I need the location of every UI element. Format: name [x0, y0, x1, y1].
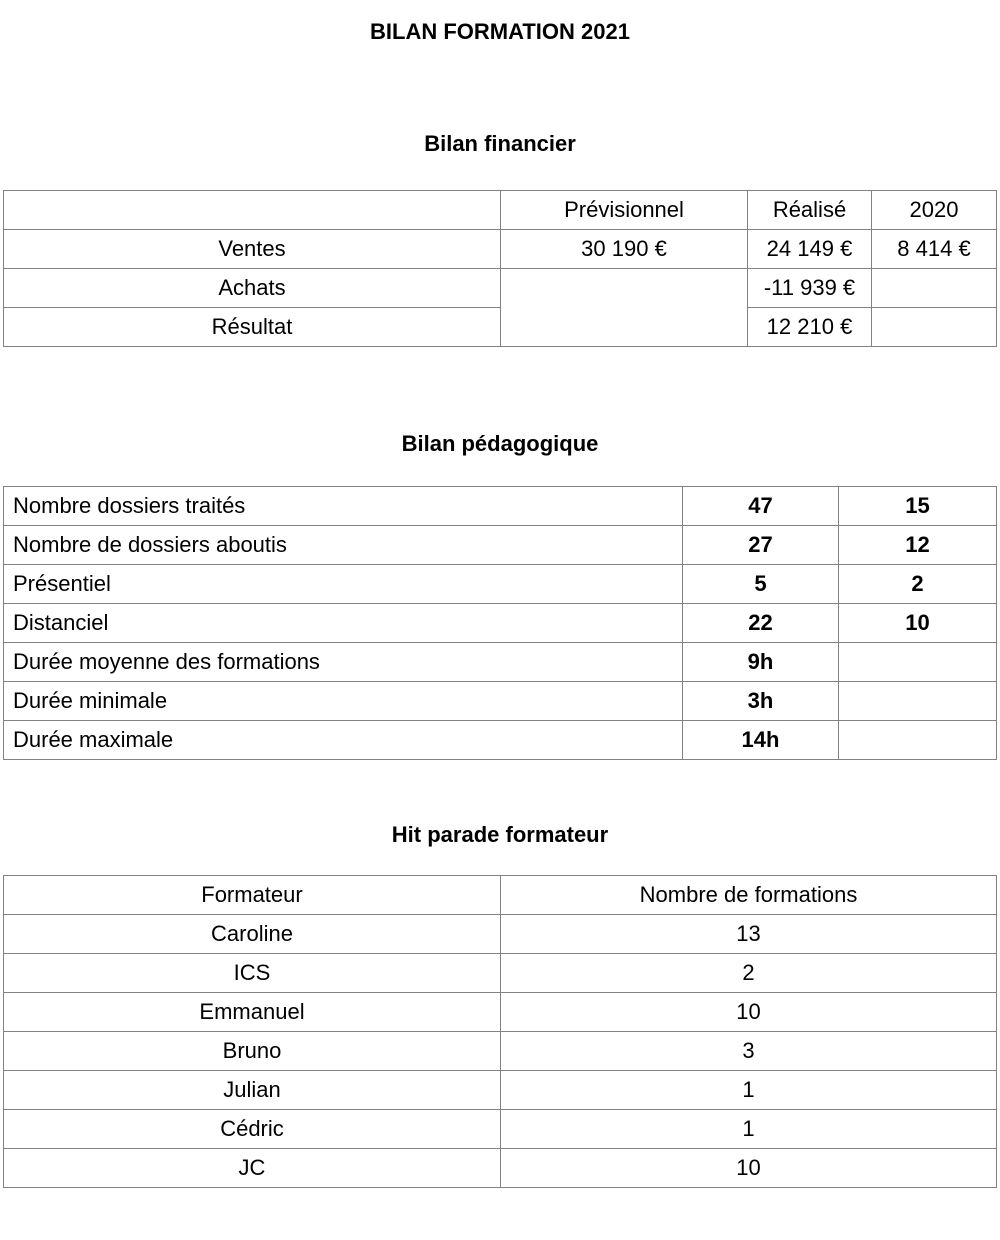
table-row [4, 487, 997, 526]
cell-formateur: Caroline [4, 915, 501, 954]
financial-row-resultat [4, 308, 997, 347]
hit-parade-section-heading: Hit parade formateur [391, 822, 609, 847]
cell-value-2020 [839, 682, 997, 721]
pedagogical-table [3, 486, 997, 760]
cell-nombre: 1 [501, 1110, 997, 1149]
financial-section-heading: Bilan financier [424, 131, 576, 156]
financial-row-achats [4, 269, 997, 308]
pedagogical-section-heading: Bilan pédagogique [401, 431, 599, 456]
cell-formateur: Cédric [4, 1110, 501, 1149]
financial-header-previsionnel: Prévisionnel [501, 191, 748, 230]
cell-value: 22 [683, 604, 839, 643]
cell-2020 [872, 308, 997, 347]
financial-header-realise: Réalisé [748, 191, 872, 230]
cell-value: 9h [683, 643, 839, 682]
table-row [4, 526, 997, 565]
cell-2020 [872, 269, 997, 308]
cell-value-2020: 2 [839, 565, 997, 604]
row-label: Distanciel [4, 604, 683, 643]
cell-nombre: 3 [501, 1032, 997, 1071]
financial-header-row [4, 191, 997, 230]
financial-header-2020: 2020 [872, 191, 997, 230]
table-row [4, 915, 997, 954]
cell-previsionnel-merged [501, 269, 748, 347]
row-label: Achats [4, 269, 501, 308]
cell-value-2020 [839, 721, 997, 760]
cell-value: 47 [683, 487, 839, 526]
cell-nombre: 1 [501, 1071, 997, 1110]
row-label: Durée moyenne des formations [4, 643, 683, 682]
cell-value-2020: 10 [839, 604, 997, 643]
table-row [4, 721, 997, 760]
cell-formateur: ICS [4, 954, 501, 993]
cell-value-2020: 12 [839, 526, 997, 565]
table-row [4, 682, 997, 721]
table-row [4, 1110, 997, 1149]
cell-value: 3h [683, 682, 839, 721]
row-label: Nombre de dossiers aboutis [4, 526, 683, 565]
table-row [4, 643, 997, 682]
document-title: BILAN FORMATION 2021 [370, 19, 630, 44]
cell-value: 14h [683, 721, 839, 760]
header-nombre-formations: Nombre de formations [501, 876, 997, 915]
financial-row-ventes [4, 230, 997, 269]
table-row [4, 565, 997, 604]
cell-nombre: 10 [501, 993, 997, 1032]
cell-value: 5 [683, 565, 839, 604]
row-label: Ventes [4, 230, 501, 269]
cell-nombre: 10 [501, 1149, 997, 1188]
financial-table [3, 190, 997, 347]
cell-value-2020: 15 [839, 487, 997, 526]
cell-value: 27 [683, 526, 839, 565]
table-row [4, 1149, 997, 1188]
header-formateur: Formateur [4, 876, 501, 915]
cell-previsionnel: 30 190 € [501, 230, 748, 269]
table-row [4, 604, 997, 643]
row-label: Nombre dossiers traités [4, 487, 683, 526]
financial-header-empty-cell [4, 191, 501, 230]
row-label: Résultat [4, 308, 501, 347]
hit-parade-header-row [4, 876, 997, 915]
table-row [4, 993, 997, 1032]
cell-realise: 12 210 € [748, 308, 872, 347]
hit-parade-table [3, 875, 997, 1188]
table-row [4, 1071, 997, 1110]
cell-nombre: 13 [501, 915, 997, 954]
row-label: Durée minimale [4, 682, 683, 721]
cell-realise: -11 939 € [748, 269, 872, 308]
row-label: Durée maximale [4, 721, 683, 760]
table-row [4, 1032, 997, 1071]
cell-formateur: Bruno [4, 1032, 501, 1071]
cell-2020: 8 414 € [872, 230, 997, 269]
cell-formateur: Julian [4, 1071, 501, 1110]
cell-value-2020 [839, 643, 997, 682]
cell-formateur: Emmanuel [4, 993, 501, 1032]
row-label: Présentiel [4, 565, 683, 604]
cell-formateur: JC [4, 1149, 501, 1188]
cell-realise: 24 149 € [748, 230, 872, 269]
table-row [4, 954, 997, 993]
cell-nombre: 2 [501, 954, 997, 993]
